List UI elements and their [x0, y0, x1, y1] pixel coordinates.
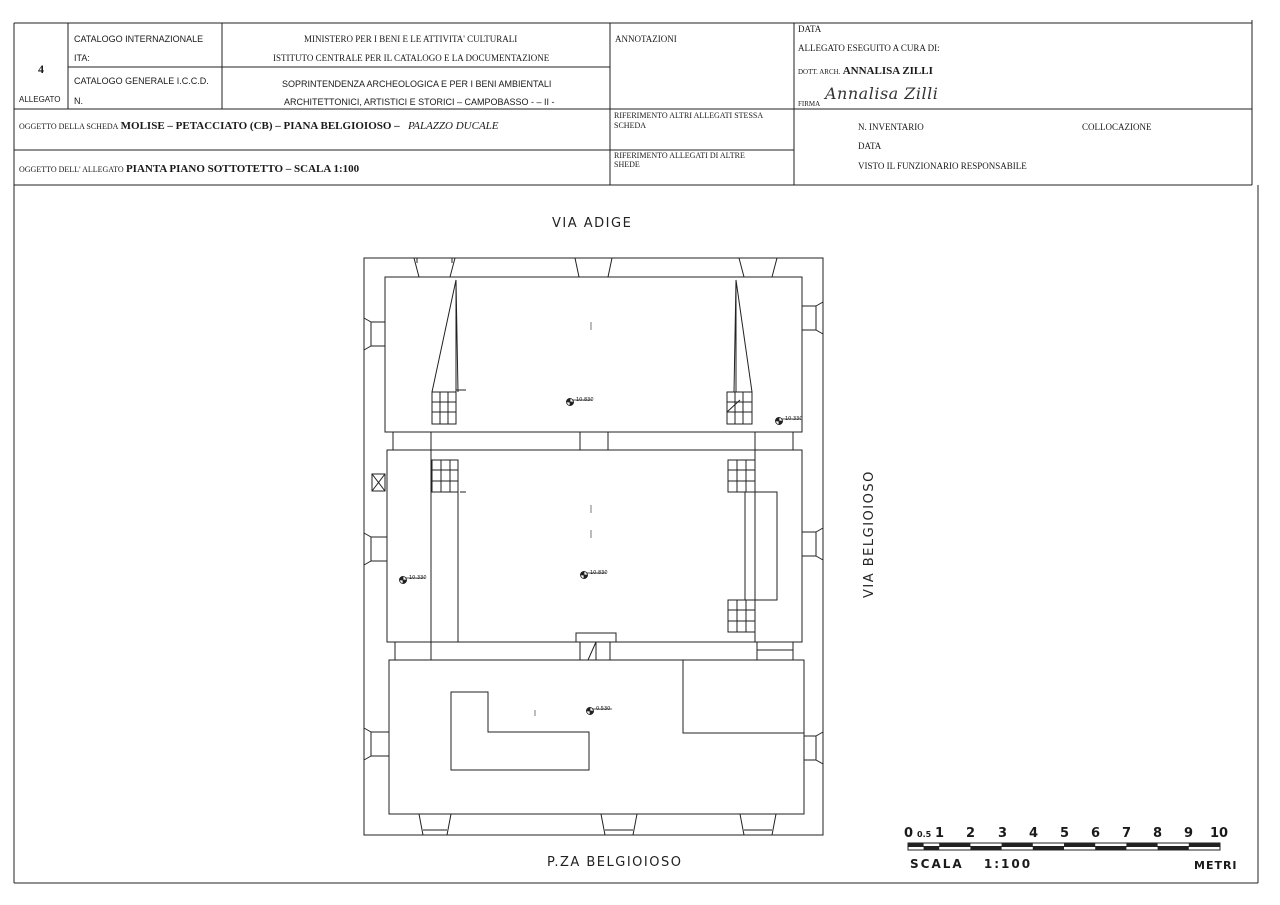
- ministero: MINISTERO PER I BENI E LE ATTIVITA' CULTURALI: [304, 34, 518, 44]
- allegato-label: ALLEGATO: [19, 95, 61, 104]
- n-label: N.: [74, 96, 83, 106]
- scale-tick-0-5: 0.5: [917, 830, 932, 839]
- scale-tick-10: 10: [1210, 826, 1229, 841]
- scale-tick-0: 0: [904, 826, 914, 841]
- scheda-label: SCHEDA: [614, 121, 647, 130]
- oggetto-scheda-label: OGGETTO DELLA SCHEDA: [19, 122, 119, 131]
- scale-tick-9: 9: [1184, 826, 1194, 841]
- street-top-label: VIA ADIGE: [552, 216, 633, 231]
- scale-label: SCALA: [910, 857, 964, 871]
- scale-tick-3: 3: [998, 826, 1008, 841]
- oggetto-allegato-value: PIANTA PIANO SOTTOTETTO – SCALA 1:100: [125, 163, 360, 175]
- soprintendenza: SOPRINTENDENZA ARCHEOLOGICA E PER I BENI AMBIENTALI: [282, 79, 552, 89]
- street-right-label: VIA BELGIOIOSO: [862, 470, 877, 598]
- oggetto-allegato-label: OGGETTO DELL' ALLEGATO: [19, 165, 124, 174]
- rif-allegati-altre: RIFERIMENTO ALLEGATI DI ALTRE: [614, 151, 745, 160]
- catalogo-internazionale: CATALOGO INTERNAZIONALE: [74, 34, 204, 44]
- scale-unit: METRI: [1194, 859, 1238, 872]
- oggetto-scheda-italic: PALAZZO DUCALE: [407, 120, 499, 132]
- scale-tick-5: 5: [1060, 826, 1070, 841]
- elevation-label-corridor-right: 10.330: [785, 416, 803, 422]
- scale-tick-7: 7: [1122, 826, 1132, 841]
- visto-funzionario: VISTO IL FUNZIONARIO RESPONSABILE: [858, 161, 1027, 171]
- shede-label: SHEDE: [614, 160, 640, 169]
- scale-tick-6: 6: [1091, 826, 1101, 841]
- scale-tick-2: 2: [966, 826, 976, 841]
- data-label-2: DATA: [858, 141, 882, 151]
- scale-tick-4: 4: [1029, 826, 1039, 841]
- scale-tick-1: 1: [935, 826, 945, 841]
- architettonici: ARCHITETTONICI, ARTISTICI E STORICI – CAMPOBASSO - – II -: [284, 97, 555, 107]
- collocazione: COLLOCAZIONE: [1082, 122, 1152, 132]
- oggetto-scheda-value: MOLISE – PETACCIATO (CB) – PIANA BELGIOIOSO –: [120, 120, 400, 132]
- rif-altri-allegati: RIFERIMENTO ALTRI ALLEGATI STESSA: [614, 111, 764, 120]
- street-bottom-label: P.ZA BELGIOIOSO: [547, 855, 683, 870]
- n-inventario: N. INVENTARIO: [858, 122, 924, 132]
- catalogo-generale: CATALOGO GENERALE I.C.C.D.: [74, 76, 209, 86]
- elevation-label-room-middle: 10.830: [590, 570, 608, 576]
- author-name: ANNALISA ZILLI: [842, 65, 933, 77]
- firma-label: FIRMA: [798, 100, 821, 108]
- dott-arch: DOTT. ARCH.: [798, 68, 841, 76]
- annotazioni: ANNOTAZIONI: [615, 34, 677, 44]
- data-label: DATA: [798, 24, 822, 34]
- scale-tick-8: 8: [1153, 826, 1163, 841]
- elevation-label-room-top: 10.830: [576, 397, 594, 403]
- ita-label: ITA:: [74, 53, 90, 63]
- istituto: ISTITUTO CENTRALE PER IL CATALOGO E LA DOCUMENTAZIONE: [273, 53, 550, 63]
- allegato-number: 4: [38, 62, 44, 76]
- elevation-label-room-bottom: 0.530: [596, 706, 611, 712]
- allegato-eseguito: ALLEGATO ESEGUITO A CURA DI:: [798, 43, 940, 53]
- signature: Annalisa Zilli: [825, 84, 939, 103]
- scale-ratio: 1:100: [983, 857, 1033, 871]
- elevation-label-corridor-left: 10.330: [409, 575, 427, 581]
